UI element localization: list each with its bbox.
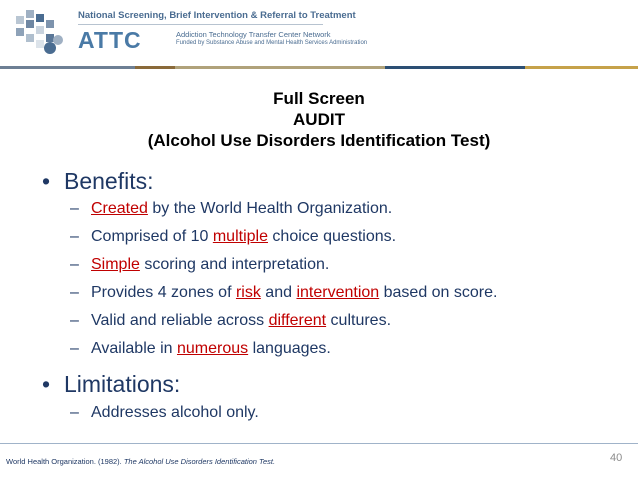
highlighted-word: Simple xyxy=(91,256,140,273)
benefit-item: – Comprised of 10 multiple choice questions. xyxy=(70,228,397,245)
limitations-heading: Limitations: xyxy=(64,371,181,397)
highlighted-word: different xyxy=(268,312,327,329)
limitation-item: – Addresses alcohol only. xyxy=(70,404,259,421)
benefit-item: – Created by the World Health Organization. xyxy=(70,200,393,217)
attc-logo-icon xyxy=(14,6,66,60)
benefit-item: – Valid and reliable across different cultures. xyxy=(70,312,392,329)
title-line-2: AUDIT xyxy=(293,110,345,129)
funding-note: Funded by Substance Abuse and Mental Health Services Administration xyxy=(176,40,368,46)
bullet-dot: • xyxy=(42,168,51,194)
highlighted-word: risk xyxy=(235,284,261,301)
citation: World Health Organization. (1982). The Alcohol Use Disorders Identification Test. xyxy=(6,457,276,466)
highlighted-word: numerous xyxy=(176,340,249,357)
highlighted-word: Created xyxy=(91,200,148,217)
benefit-item: – Simple scoring and interpretation. xyxy=(70,256,330,273)
color-stripe xyxy=(0,66,638,69)
slide-title xyxy=(0,88,638,151)
benefit-item: – Available in numerous languages. xyxy=(70,340,331,357)
org-title: National Screening, Brief Intervention & Referral to Treatment xyxy=(78,10,356,21)
highlighted-word: intervention xyxy=(296,284,380,301)
highlighted-word: multiple xyxy=(212,228,268,245)
title-line-1: Full Screen xyxy=(273,89,365,108)
attc-logo-text: ATTC xyxy=(78,27,142,53)
network-name: Addiction Technology Transfer Center Network xyxy=(176,30,331,39)
page-number: 40 xyxy=(610,452,623,464)
benefits-bullet xyxy=(42,168,154,195)
title-line-3: (Alcohol Use Disorders Identification Test) xyxy=(147,131,491,150)
bullet-dot: • xyxy=(42,371,51,397)
header-divider xyxy=(78,24,323,25)
limitations-bullet xyxy=(42,371,180,398)
benefit-item: – Provides 4 zones of risk and intervention based on score. xyxy=(70,284,498,301)
benefits-heading: Benefits: xyxy=(64,168,154,194)
footer-divider xyxy=(0,443,638,444)
header-banner xyxy=(0,0,638,66)
